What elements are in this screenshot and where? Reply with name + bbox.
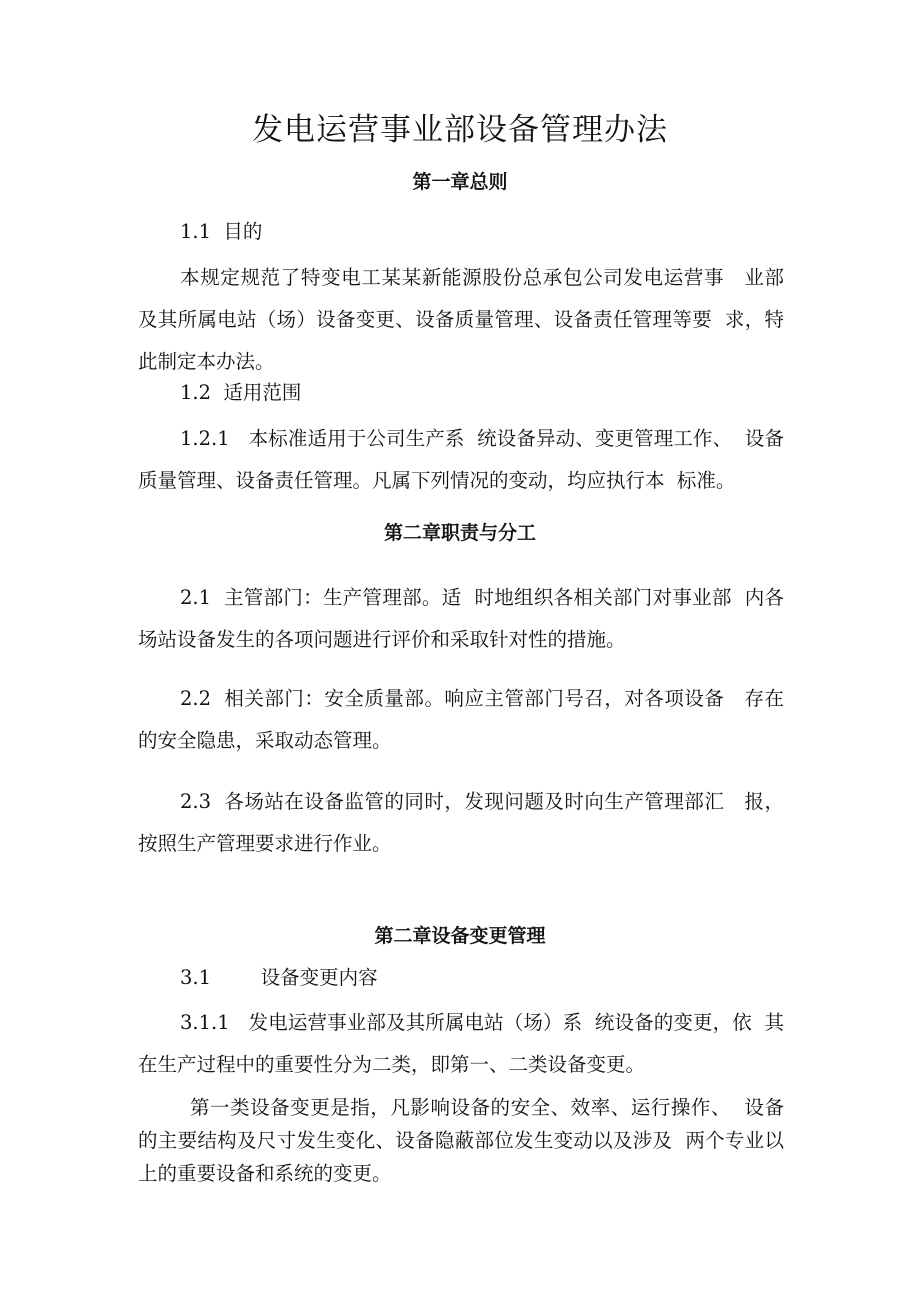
paragraph-line: 1.2.1 本标准适用于公司生产系 统设备异动、变更管理工作、 设备 [180, 427, 784, 450]
paragraph-line: 上的重要设备和系统的变更。 [138, 1162, 392, 1185]
paragraph-2-3 [138, 781, 784, 865]
paragraph-line: 3.1.1 发电运营事业部及其所属电站（场）系 统设备的变更，依 其 [180, 1011, 784, 1034]
paragraph-line: 场站设备发生的各项问题进行评价和采取针对性的措施。 [138, 628, 626, 651]
section-1-2-heading: 1.2 适用范围 [180, 381, 302, 404]
section-1-1-heading: 1.1 目的 [180, 220, 263, 243]
paragraph-line: 的安全隐患，采取动态管理。 [138, 729, 392, 752]
paragraph-line: 2.2 相关部门：安全质量部。响应主管部门号召，对各项设备 存在 [180, 687, 784, 710]
paragraph-3-1-1 [138, 1002, 784, 1086]
section-3-1-heading: 3.1 设备变更内容 [180, 966, 378, 989]
chapter-1-heading: 第一章总则 [412, 171, 508, 193]
paragraph-1-1 [138, 257, 784, 383]
paragraph-line: 按照生产管理要求进行作业。 [138, 832, 392, 855]
paragraph-line: 此制定本办法。 [138, 350, 275, 373]
paragraph-line: 2.1 主管部门：生产管理部。适 时地组织各相关部门对事业部 内各 [180, 586, 784, 609]
paragraph-line: 本规定规范了特变电工某某新能源股份总承包公司发电运营事 业部 [180, 266, 784, 289]
paragraph-line: 第一类设备变更是指，凡影响设备的安全、效率、运行操作、 设备 [190, 1096, 784, 1119]
paragraph-line: 2.3 各场站在设备监管的同时，发现问题及时向生产管理部汇 报， [180, 790, 784, 813]
chapter-2-heading: 第二章职责与分工 [383, 522, 536, 544]
document-title: 发电运营事业部设备管理办法 [252, 112, 668, 148]
paragraph-2-2 [138, 678, 784, 762]
paragraph-1-2-1 [138, 418, 784, 502]
paragraph-line: 质量管理、设备责任管理。凡属下列情况的变动，均应执行本 标准。 [138, 469, 736, 492]
paragraph-2-1 [138, 577, 784, 661]
chapter-3-heading: 第二章设备变更管理 [374, 925, 546, 947]
paragraph-first-class-change [138, 1091, 784, 1190]
paragraph-line: 的主要结构及尺寸发生变化、设备隐蔽部位发生变动以及涉及 两个专业以 [138, 1129, 784, 1152]
paragraph-line: 及其所属电站（场）设备变更、设备质量管理、设备责任管理等要 求，特 [138, 308, 784, 331]
paragraph-line: 在生产过程中的重要性分为二类，即第一、二类设备变更。 [138, 1053, 646, 1076]
